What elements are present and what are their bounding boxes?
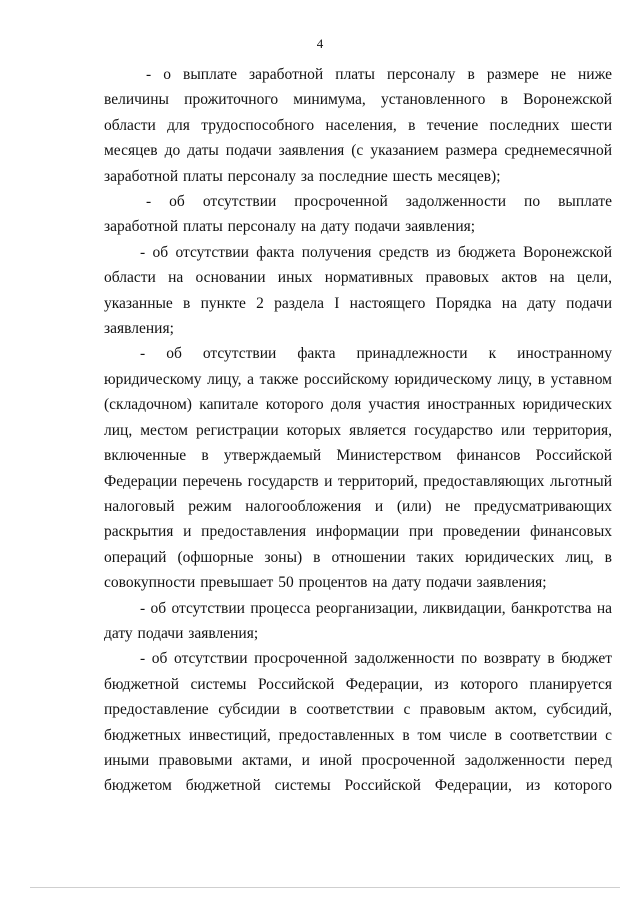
- paragraph-no-salary-arrears: - об отсутствии просроченной задолженности по выплате заработной платы персоналу на дату подачи заявления;: [104, 193, 612, 236]
- paragraph-no-foreign-ownership: - об отсутствии факта принадлежности к иностранному юридическому лицу, а также российскому юридическому лицу, в уставном (складочном) капитале которого доля участия иностранных юридических лиц, местом регистрации которых является государство или территория, включенные в утверждаемый Министерством финансов Российской Федерации перечень государств и территорий, предоставляющих льготный налоговый режим налогообложения и (или) не предусматривающих раскрытия и предоставления информации при проведении финансовых операций (офшорные зоны) в отношении таких юридических лиц, в совокупности превышает 50 процентов на дату подачи заявления;: [104, 345, 612, 592]
- paragraph-salary-payment: - о выплате заработной платы персоналу в размере не ниже величины прожиточного минимума, установленного в Воронежской области для трудоспособного населения, в течение последних шести месяцев до даты подачи заявления (с указанием размера среднемесячной заработной платы персоналу за последние шесть месяцев);: [104, 66, 612, 185]
- paragraph-no-budget-debt: - об отсутствии просроченной задолженности по возврату в бюджет бюджетной системы Российской Федерации, из которого планируется предоставление субсидии в соответствии с правовым актом, субсидий, бюджетных инвестиций, предоставленных в том числе в соответствии с иными правовыми актами, и иной просроченной задолженности перед бюджетом бюджетной системы Российской Федерации, из которого: [104, 650, 612, 795]
- document-body: [104, 62, 612, 799]
- paragraph-no-reorganization: - об отсутствии процесса реорганизации, ликвидации, банкротства на дату подачи заявления;: [104, 599, 612, 642]
- paragraph-no-regional-budget-funds: - об отсутствии факта получения средств из бюджета Воронежской области на основании иных нормативных правовых актов на цели, указанные в пункте 2 раздела I настоящего Порядка на дату подачи заявления;: [104, 243, 612, 338]
- page-number: 4: [316, 36, 324, 51]
- scan-edge-line: [30, 887, 620, 888]
